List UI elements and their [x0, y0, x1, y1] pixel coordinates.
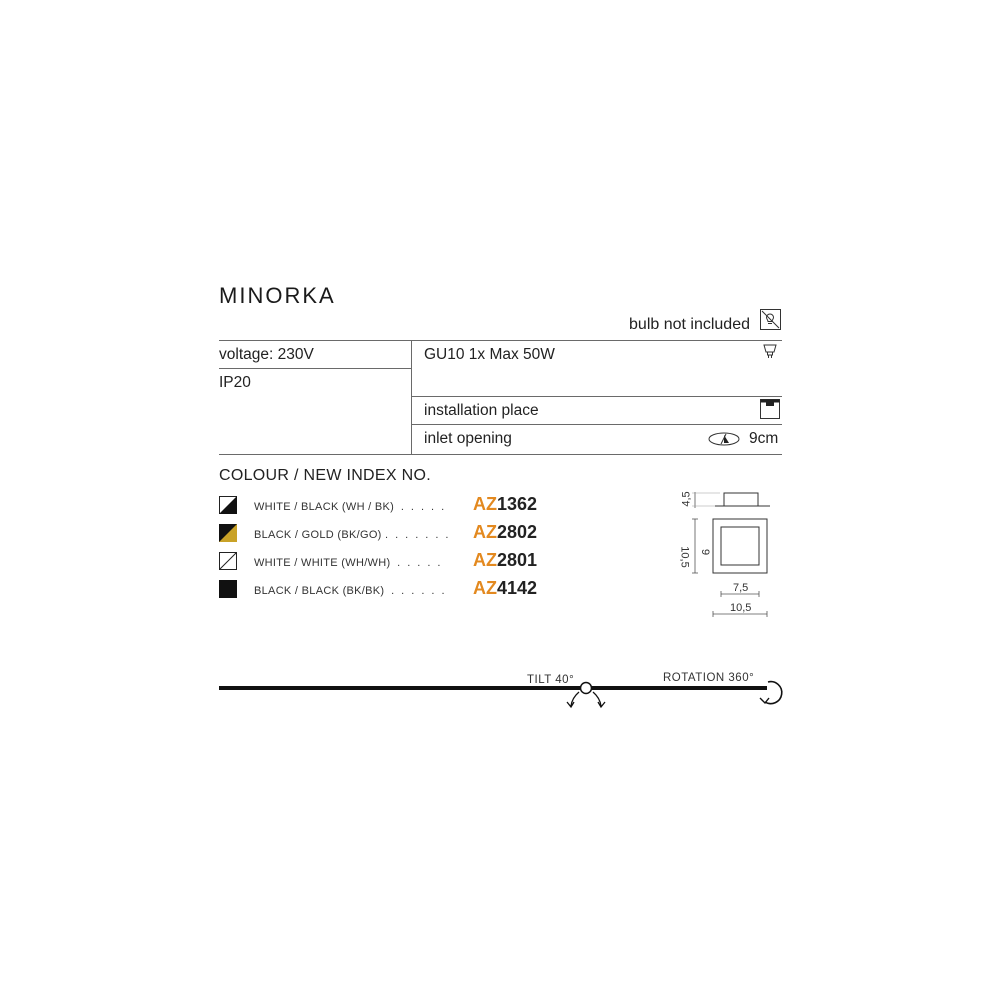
- voltage-spec: voltage: 230V: [219, 346, 314, 363]
- inner-height-dimension: 9: [699, 548, 712, 556]
- index-number: AZ1362: [473, 494, 538, 514]
- inlet-opening-value: 9cm: [749, 430, 779, 447]
- rotation-icon: [756, 676, 786, 708]
- installation-place-label: installation place: [424, 402, 539, 419]
- product-title: MINORKA: [219, 283, 336, 308]
- socket-spec: GU10 1x Max 50W: [424, 346, 555, 363]
- table-row-rule: [411, 396, 782, 397]
- colour-label: BLACK / GOLD (BK/GO) . . . . . . .: [254, 529, 449, 541]
- ip-rating-spec: IP20: [219, 374, 251, 391]
- gu10-bulb-icon: [763, 344, 777, 360]
- table-row-rule: [219, 368, 411, 369]
- white-black-swatch-icon: [219, 496, 237, 514]
- inlet-opening-label: inlet opening: [424, 430, 512, 447]
- colour-option-row: [219, 552, 559, 572]
- inlet-opening-icon: [707, 431, 741, 447]
- tilt-label: TILT 40°: [527, 674, 575, 686]
- colour-label: BLACK / BLACK (BK/BK) . . . . . .: [254, 585, 445, 597]
- white-white-swatch-icon: [219, 552, 237, 570]
- table-bottom-rule: [219, 454, 782, 455]
- index-number: AZ2802: [473, 522, 538, 542]
- colour-option-row: [219, 524, 559, 544]
- table-top-rule: [219, 340, 782, 341]
- tilt-icon: [564, 676, 608, 710]
- index-number: AZ2801: [473, 550, 538, 570]
- colour-option-row: [219, 496, 559, 516]
- black-gold-swatch-icon: [219, 524, 237, 542]
- colour-option-row: [219, 580, 559, 600]
- colour-label: WHITE / WHITE (WH/WH) . . . . .: [254, 557, 441, 569]
- ceiling-installation-icon: [760, 399, 780, 419]
- index-number: AZ4142: [473, 578, 538, 598]
- table-column-divider: [411, 340, 412, 454]
- inner-width-dimension: 7,5: [733, 582, 749, 594]
- no-bulb-icon: [760, 309, 782, 331]
- colour-section-title: COLOUR / NEW INDEX NO.: [219, 467, 431, 484]
- colour-label: WHITE / BLACK (WH / BK) . . . . .: [254, 501, 445, 513]
- outer-width-dimension: 10,5: [730, 602, 752, 614]
- outer-height-dimension: 10,5: [678, 546, 691, 568]
- feature-bar: [219, 686, 767, 690]
- depth-dimension: 4,5: [680, 491, 693, 507]
- rotation-label: ROTATION 360°: [663, 672, 755, 684]
- black-black-swatch-icon: [219, 580, 237, 598]
- bulb-not-included-label: bulb not included: [629, 316, 750, 333]
- table-row-rule: [411, 424, 782, 425]
